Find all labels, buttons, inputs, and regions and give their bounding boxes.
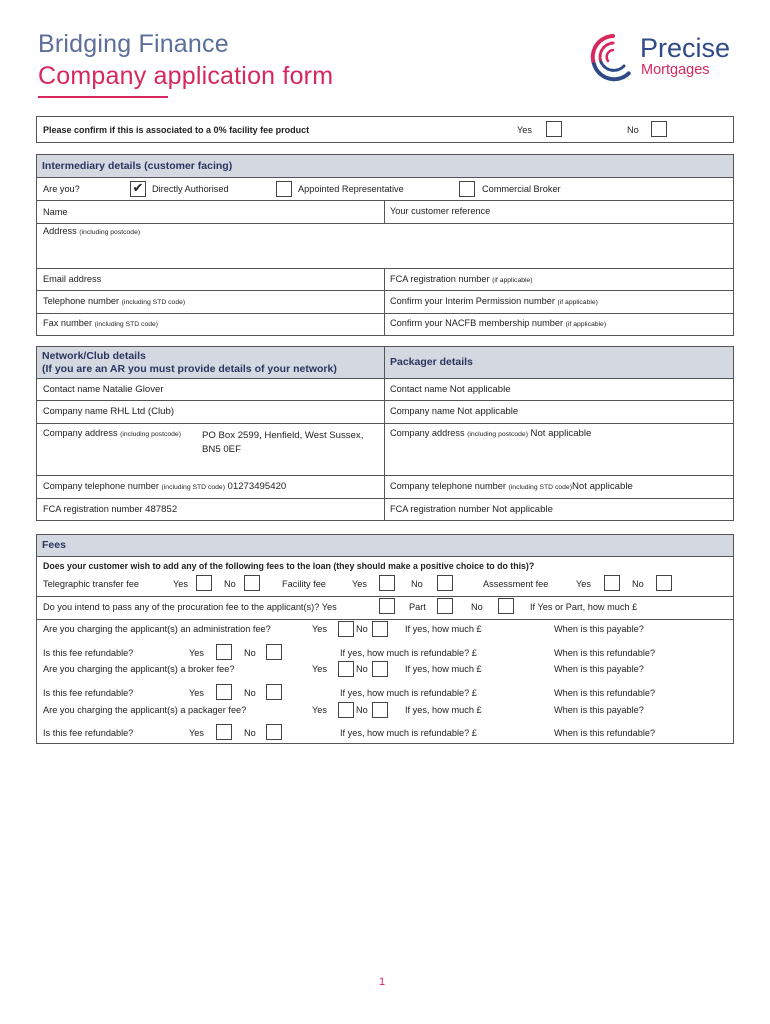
directly-authorised-label: Directly Authorised xyxy=(152,184,229,194)
page-subtitle: Company application form xyxy=(38,62,334,90)
admin-refund-no-checkbox[interactable] xyxy=(266,644,282,660)
admin-when-payable-label: When is this payable? xyxy=(554,624,644,634)
broker-when-payable-label: When is this payable? xyxy=(554,664,644,674)
broker-no-label: No xyxy=(356,664,368,674)
procuration-amount-label: If Yes or Part, how much £ xyxy=(530,602,638,612)
facility-no-checkbox[interactable] xyxy=(651,121,667,137)
admin-amount-label: If yes, how much £ xyxy=(405,624,482,634)
logo-word-precise: Precise xyxy=(640,33,731,63)
packager-refund-no-checkbox[interactable] xyxy=(266,724,282,740)
facility-fee-yes-checkbox[interactable] xyxy=(379,575,395,591)
admin-no-label: No xyxy=(356,624,368,634)
page-title: Bridging Finance xyxy=(38,30,229,58)
packager-company: Company name Not applicable xyxy=(390,406,519,417)
facility-fee-no-checkbox[interactable] xyxy=(437,575,453,591)
interim-permission-label: Confirm your Interim Permission number (if applicable) xyxy=(390,296,598,306)
are-you-label: Are you? xyxy=(43,184,80,194)
assessment-no-label: No xyxy=(632,579,644,589)
packager-refund-no-label: No xyxy=(244,728,256,738)
assessment-no-checkbox[interactable] xyxy=(656,575,672,591)
page-number: 1 xyxy=(379,976,386,988)
facility-question: Please confirm if this is associated to a 0% facility fee product xyxy=(43,125,310,135)
packager-yes-checkbox[interactable] xyxy=(338,702,354,718)
assessment-fee-label: Assessment fee xyxy=(483,579,549,589)
procuration-yes-checkbox[interactable] xyxy=(379,598,395,614)
procuration-part-label: Part xyxy=(409,602,426,612)
broker-yes-label: Yes xyxy=(312,664,327,674)
facility-yes-checkbox[interactable] xyxy=(546,121,562,137)
packager-yes-label: Yes xyxy=(312,705,327,715)
network-address-line2: BN5 0EF xyxy=(202,444,241,455)
fees-heading: Fees xyxy=(37,535,733,556)
packager-contact: Contact name Not applicable xyxy=(390,384,511,395)
name-label: Name xyxy=(43,207,68,217)
title-underline xyxy=(38,96,168,98)
packager-when-refundable-label: When is this refundable? xyxy=(554,728,656,738)
broker-refund-no-label: No xyxy=(244,688,256,698)
packager-telephone: Company telephone number (including STD code)Not applicable xyxy=(390,481,633,492)
packager-when-payable-label: When is this payable? xyxy=(554,705,644,715)
broker-fee-question: Are you charging the applicant(s) a broker fee? xyxy=(43,664,235,674)
procuration-no-label: No xyxy=(471,602,483,612)
tt-yes-label: Yes xyxy=(173,579,188,589)
broker-refundable-question: Is this fee refundable? xyxy=(43,688,134,698)
network-address-line1: PO Box 2599, Henfield, West Sussex, xyxy=(202,430,364,441)
admin-refund-no-label: No xyxy=(244,648,256,658)
admin-yes-checkbox[interactable] xyxy=(338,621,354,637)
packager-refundable-question: Is this fee refundable? xyxy=(43,728,134,738)
email-label: Email address xyxy=(43,274,102,284)
facility-no-label: No xyxy=(627,125,639,135)
broker-amount-label: If yes, how much £ xyxy=(405,664,482,674)
packager-fca: FCA registration number Not applicable xyxy=(390,504,553,515)
tt-no-checkbox[interactable] xyxy=(244,575,260,591)
commercial-broker-checkbox[interactable] xyxy=(459,181,475,197)
admin-no-checkbox[interactable] xyxy=(372,621,388,637)
network-heading: Network/Club details (If you are an AR you must provide details of your network) xyxy=(37,347,384,378)
facility-fee-no-label: No xyxy=(411,579,423,589)
packager-refund-amount-label: If yes, how much is refundable? £ xyxy=(340,728,477,738)
network-telephone: Company telephone number (including STD code) 01273495420 xyxy=(43,481,287,492)
admin-refund-yes-checkbox[interactable] xyxy=(216,644,232,660)
facility-fee-label: Facility fee xyxy=(282,579,326,589)
broker-refund-no-checkbox[interactable] xyxy=(266,684,282,700)
admin-refundable-question: Is this fee refundable? xyxy=(43,648,134,658)
tt-no-label: No xyxy=(224,579,236,589)
address-label: Address (including postcode) xyxy=(43,226,141,236)
packager-refund-yes-checkbox[interactable] xyxy=(216,724,232,740)
procuration-part-checkbox[interactable] xyxy=(437,598,453,614)
admin-yes-label: Yes xyxy=(312,624,327,634)
assessment-yes-checkbox[interactable] xyxy=(604,575,620,591)
commercial-broker-label: Commercial Broker xyxy=(482,184,561,194)
admin-fee-question: Are you charging the applicant(s) an administration fee? xyxy=(43,624,271,634)
fees-question: Does your customer wish to add any of the following fees to the loan (they should make a positive choice to do this)? xyxy=(43,561,535,571)
intermediary-heading: Intermediary details (customer facing) xyxy=(37,155,733,177)
packager-fee-question: Are you charging the applicant(s) a packager fee? xyxy=(43,705,247,715)
admin-refund-yes-label: Yes xyxy=(189,648,204,658)
packager-amount-label: If yes, how much £ xyxy=(405,705,482,715)
network-fca: FCA registration number 487852 xyxy=(43,504,178,515)
broker-refund-yes-label: Yes xyxy=(189,688,204,698)
broker-refund-amount-label: If yes, how much is refundable? £ xyxy=(340,688,477,698)
assessment-yes-label: Yes xyxy=(576,579,591,589)
fax-label: Fax number (including STD code) xyxy=(43,318,159,328)
broker-no-checkbox[interactable] xyxy=(372,661,388,677)
packager-refund-yes-label: Yes xyxy=(189,728,204,738)
packager-no-label: No xyxy=(356,705,368,715)
facility-yes-label: Yes xyxy=(517,125,532,135)
nacfb-label: Confirm your NACFB membership number (if applicable) xyxy=(390,318,607,328)
telephone-label: Telephone number (including STD code) xyxy=(43,296,186,306)
tt-yes-checkbox[interactable] xyxy=(196,575,212,591)
procuration-question: Do you intend to pass any of the procuration fee to the applicant(s)? Yes xyxy=(43,602,337,612)
admin-refund-amount-label: If yes, how much is refundable? £ xyxy=(340,648,477,658)
network-contact: Contact name Natalie Glover xyxy=(43,384,164,395)
tt-fee-label: Telegraphic transfer fee xyxy=(43,579,140,589)
procuration-no-checkbox[interactable] xyxy=(498,598,514,614)
admin-when-refundable-label: When is this refundable? xyxy=(554,648,656,658)
packager-no-checkbox[interactable] xyxy=(372,702,388,718)
precise-logo-icon xyxy=(588,32,638,82)
packager-address: Company address (including postcode) Not applicable xyxy=(390,428,592,439)
network-company: Company name RHL Ltd (Club) xyxy=(43,406,175,417)
appointed-representative-label: Appointed Representative xyxy=(298,184,404,194)
directly-authorised-checkbox[interactable]: ✔ xyxy=(130,181,146,197)
broker-yes-checkbox[interactable] xyxy=(338,661,354,677)
broker-refund-yes-checkbox[interactable] xyxy=(216,684,232,700)
fca-label: FCA registration number (if applicable) xyxy=(390,274,533,284)
appointed-representative-checkbox[interactable] xyxy=(276,181,292,197)
network-address-label: Company address (including postcode) xyxy=(43,428,181,438)
customer-reference-label: Your customer reference xyxy=(390,206,491,216)
packager-heading: Packager details xyxy=(385,347,733,378)
facility-fee-yes-label: Yes xyxy=(352,579,367,589)
broker-when-refundable-label: When is this refundable? xyxy=(554,688,656,698)
logo-word-mortgages: Mortgages xyxy=(641,62,710,78)
